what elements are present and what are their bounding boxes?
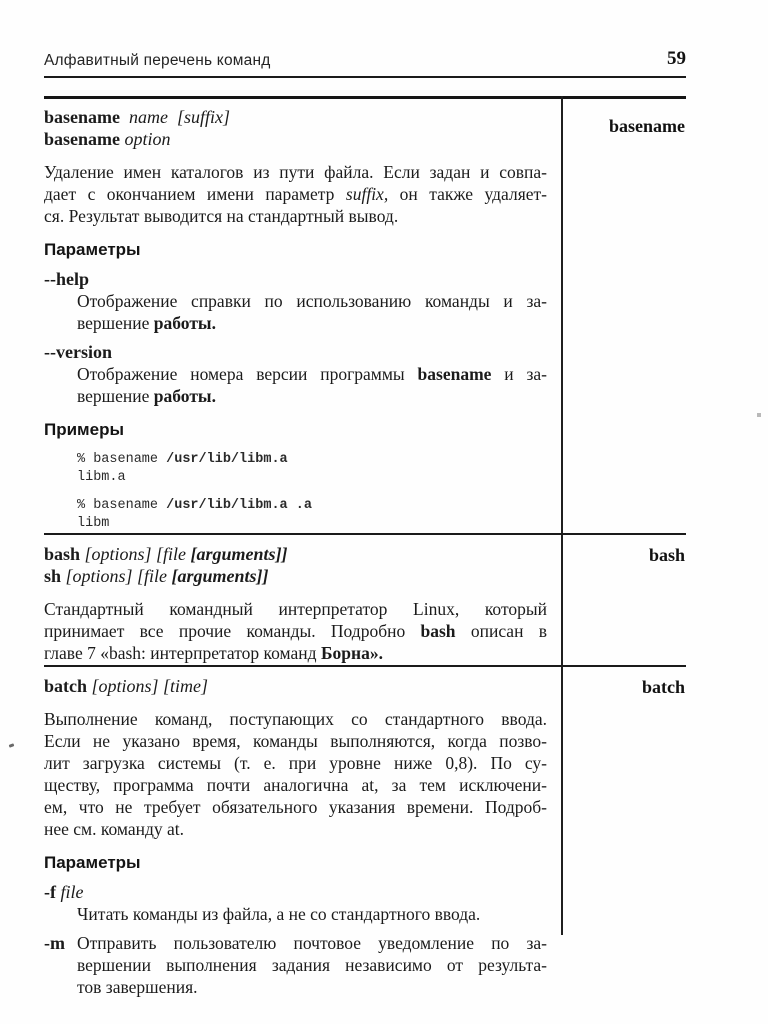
subheading: Параметры	[44, 853, 141, 872]
paragraph-line	[44, 161, 547, 183]
paragraph-line	[44, 708, 547, 730]
code-example-line	[77, 497, 547, 515]
paragraph	[44, 598, 547, 664]
text-run: name	[129, 107, 168, 127]
text-run: --version	[44, 342, 112, 362]
text-run: % basename	[77, 452, 167, 467]
paragraph-line	[44, 642, 547, 664]
ink-speck	[757, 413, 761, 417]
paragraph-line	[44, 796, 547, 818]
option-description	[77, 903, 547, 925]
text-run: option	[124, 129, 171, 149]
running-head-rule	[44, 76, 686, 78]
option-description-line	[77, 954, 547, 976]
option-description-line	[77, 312, 547, 334]
text-run: /usr/lib/libm.a	[166, 498, 288, 513]
option-term	[44, 932, 65, 954]
option-term	[44, 268, 547, 290]
text-run: batch	[44, 676, 88, 696]
paragraph-line	[44, 205, 547, 227]
text-run: работы.	[153, 313, 216, 333]
paragraph-line	[44, 183, 547, 205]
text-run: нее см. команду at.	[44, 819, 185, 839]
text-run: -m	[44, 933, 65, 953]
command-syntax	[44, 106, 547, 150]
command-index-label: bash	[648, 545, 685, 565]
subheading: Параметры	[44, 240, 141, 259]
text-run: тов завершения.	[77, 977, 198, 997]
command-syntax-line	[44, 106, 547, 128]
text-run: bash	[420, 621, 456, 641]
option-term	[44, 341, 547, 363]
command-syntax-line	[44, 565, 547, 587]
option-description-line	[77, 903, 547, 925]
text-run: Читать команды из файла, а не со стандартного ввода.	[77, 904, 481, 924]
section-left-column	[44, 543, 547, 664]
option-description-line	[77, 976, 547, 998]
text-run: basename	[44, 107, 120, 127]
code-example-line	[77, 469, 547, 487]
text-run: [options] [file	[84, 544, 191, 564]
subheading: Примеры	[44, 420, 124, 439]
text-run: bash	[44, 544, 81, 564]
text-run: libm.a	[77, 470, 126, 485]
command-syntax-line	[44, 543, 547, 565]
code-example	[77, 451, 547, 487]
paragraph-line	[44, 774, 547, 796]
option-description-line	[77, 290, 547, 312]
text-run: basename	[417, 364, 492, 384]
text-run: вершении выполнения задания независимо от результа-	[77, 955, 547, 975]
text-run: главе 7 «bash: интерпретатор команд	[44, 643, 321, 663]
paragraph	[44, 161, 547, 227]
text-run: sh	[44, 566, 62, 586]
section-bash	[44, 533, 686, 665]
paragraph-line	[44, 730, 547, 752]
text-run: [arguments]]	[171, 566, 269, 586]
command-syntax	[44, 543, 547, 587]
text-run	[288, 498, 296, 513]
text-run: -f	[44, 882, 56, 902]
option-description-line	[77, 385, 547, 407]
section-left-column	[44, 675, 547, 998]
text-run: [options] [time]	[91, 676, 209, 696]
text-run: вершение	[77, 386, 154, 406]
text-run: принимает все прочие команды. Подробно	[44, 621, 421, 641]
paragraph-line	[44, 598, 547, 620]
running-head-title: Алфавитный перечень команд	[44, 52, 271, 69]
text-run: дает с окончанием имени параметр	[44, 184, 346, 204]
paragraph-line	[44, 620, 547, 642]
text-run: Отправить пользователю почтовое уведомление по за-	[77, 933, 547, 953]
text-run: file	[60, 882, 84, 902]
option-term	[44, 881, 547, 903]
text-run: лит загрузка системы (т. е. при уровне ниже 0,8). По су-	[44, 753, 547, 773]
text-run: он также удаляет-	[388, 184, 548, 204]
text-run: работы.	[153, 386, 216, 406]
paragraph-line	[44, 752, 547, 774]
text-run: Отображение справки по использованию команды и за-	[77, 291, 547, 311]
text-run: ществу, программа почти аналогична at, за тем исключени-	[44, 775, 547, 795]
text-run: suffix,	[345, 184, 389, 204]
text-run: Стандартный командный интерпретатор Linux, который	[44, 599, 547, 619]
text-run	[120, 107, 129, 127]
text-run: [options] [file	[65, 566, 172, 586]
section-left-column	[44, 106, 547, 533]
text-run: вершение	[77, 313, 154, 333]
code-example-line	[77, 515, 547, 533]
section-basename	[44, 106, 686, 533]
text-run: libm	[77, 516, 110, 531]
option-description	[77, 363, 547, 407]
command-syntax-line	[44, 128, 547, 150]
text-run: basename	[44, 129, 120, 149]
section-batch	[44, 665, 686, 998]
ink-speck	[9, 743, 15, 748]
paragraph-line	[44, 818, 547, 840]
text-run: [arguments]]	[190, 544, 288, 564]
code-example	[77, 497, 547, 533]
text-run: Если не указано время, команды выполняются, когда позво-	[44, 731, 547, 751]
code-example-line	[77, 451, 547, 469]
text-run: Удаление имен каталогов из пути файла. Если задан и совпа-	[44, 162, 547, 182]
text-run: [suffix]	[177, 107, 231, 127]
command-syntax	[44, 675, 547, 697]
text-run: --help	[44, 269, 89, 289]
text-run: Выполнение команд, поступающих со стандартного ввода.	[44, 709, 547, 729]
command-index-label: basename	[609, 116, 685, 136]
option-hanging	[44, 932, 547, 998]
text-run: /usr/lib/libm.a	[166, 452, 288, 467]
command-syntax-line	[44, 675, 547, 697]
text-run: ем, что не требует обязательного указания времени. Подроб-	[44, 797, 547, 817]
text-run: описан в	[455, 621, 547, 641]
text-run: ся. Результат выводится на стандартный вывод.	[44, 206, 399, 226]
page-number: 59	[667, 48, 686, 69]
paragraph	[44, 708, 547, 840]
text-run	[168, 107, 177, 127]
text-run: % basename	[77, 498, 167, 513]
command-table	[44, 98, 686, 998]
text-run: и за-	[491, 364, 547, 384]
text-run: Отображение номера версии программы	[77, 364, 418, 384]
option-description-line	[77, 363, 547, 385]
text-run: .a	[295, 498, 312, 513]
command-index-label: batch	[641, 677, 685, 697]
option-description-line	[77, 932, 547, 954]
text-run: Борна».	[320, 643, 383, 663]
option-description	[77, 290, 547, 334]
